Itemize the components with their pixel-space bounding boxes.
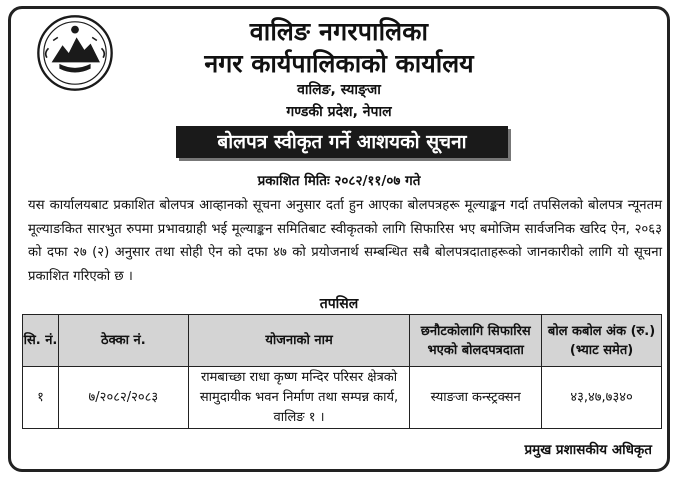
cell-serial: १	[23, 367, 59, 429]
published-date: प्रकाशित मितिः २०८२/११/०७ गते	[257, 173, 421, 189]
cell-recommended-bidder: स्याङजा कन्स्ट्रक्सन	[410, 367, 542, 429]
header-serial: सि. नं.	[23, 315, 59, 367]
table-row	[23, 367, 662, 429]
notice-title: बोलपत्र स्वीकृत गर्ने आशयको सूचना	[176, 126, 508, 158]
notice-body: यस कार्यालयबाट प्रकाशित बोलपत्र आव्हानको सूचना अनुसार दर्ता हुन आएका बोलपत्रहरू मूल्याङ्कन गर्दा तपसिलको बोलपत्र न्यूनतम मूल्याङकित सारभुत रुपमा प्रभावग्राही भई मूल्याङ्कन समितिबाट स्वीकृतको लागि सिफारिस भए बमोजिम सार्वजनिक खरिद ऐन, २०६३ को दफा २७ (२) अनुसार तथा सोही ऐन को दफा ४७ को प्रयोजनार्थ सम्बन्धित सबै बोलपत्रदाताहरूको जानकारीको लागि यो सूचना प्रकाशित गरिएको छ ।	[28, 198, 662, 284]
header-project-name: योजनाको नाम	[188, 315, 410, 367]
section-title: तपसिल	[319, 296, 359, 312]
office-name: नगर कार्यपालिकाको कार्यालय	[204, 49, 474, 78]
office-address: वालिङ, स्याङ्जा	[297, 82, 381, 98]
table-header-row	[23, 315, 662, 367]
header-contract-no: ठेक्का नं.	[58, 315, 188, 367]
header-bid-amount: बोल कबोल अंक (रु.) (भ्याट समेत)	[542, 315, 662, 367]
signature-title: प्रमुख प्रशासकीय अधिकृत	[524, 442, 652, 458]
cell-bid-amount: ४३,४७,७३४०	[542, 367, 662, 429]
province-name: गण्डकी प्रदेश, नेपाल	[286, 104, 392, 120]
municipality-name: वालिङ नगरपालिका	[249, 17, 429, 46]
bid-table	[22, 314, 662, 429]
header-recommended-bidder: छनौटकोलागि सिफारिस भएको बोलदपत्रदाता	[410, 315, 542, 367]
cell-project-name: रामबाच्छा राधा कृष्ण मन्दिर परिसर क्षेत्रको सामुदायीक भवन निर्माण तथा सम्पन्न कार्य, वालिङ १ ।	[188, 367, 410, 429]
cell-contract-no: ७/२०८२/२०८३	[58, 367, 188, 429]
